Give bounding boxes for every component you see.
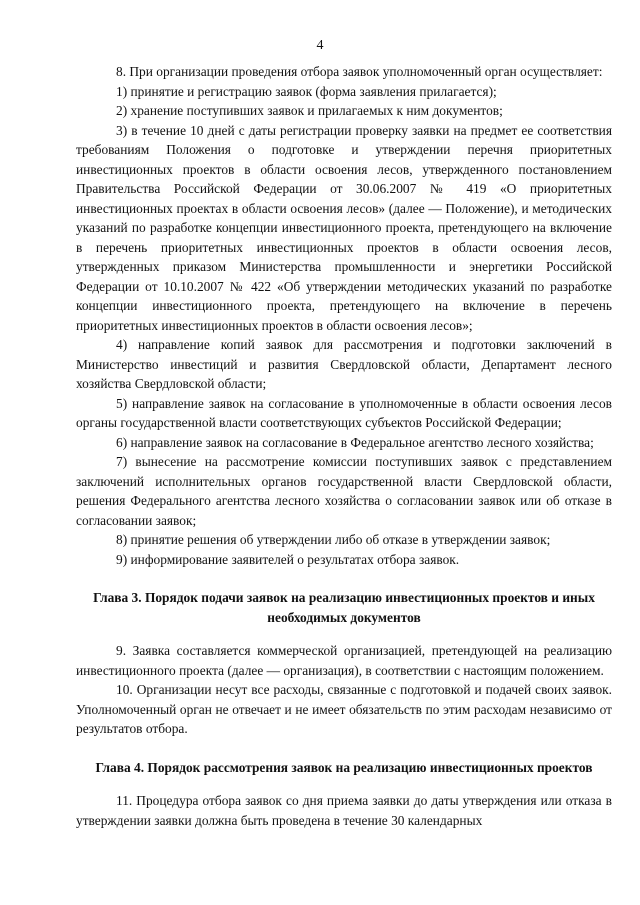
paragraph-11: 11. Процедура отбора заявок со дня приема заявки до даты утверждения или отказа в утверждении заявки должна быть проведена в течение 30 календарных (76, 793, 612, 828)
list-item-4: 4) направление копий заявок для рассмотрения и подготовки заключений в Министерство инвестиций и развития Свердловской области, Департамент лесного хозяйства Свердловской области; (76, 337, 612, 391)
chapter-3-heading: Глава 3. Порядок подачи заявок на реализацию инвестиционных проектов и иных необходимых документов (93, 590, 595, 625)
paragraph-8: 8. При организации проведения отбора заявок уполномоченный орган осуществляет: (116, 64, 603, 79)
paragraph-10: 10. Организации несут все расходы, связанные с подготовкой и подачей своих заявок. Уполномоченный орган не отвечает и не имеет обязательств по этим расходам независимо от результатов отбора. (76, 682, 612, 736)
document-body (76, 62, 612, 830)
list-item-1: 1) принятие и регистрацию заявок (форма заявления прилагается); (116, 83, 497, 99)
list-item-3: 3) в течение 10 дней с даты регистрации проверку заявки на предмет ее соответствия требованиям Положения о подготовке и утверждении перечня приоритетных инвестиционных проектов в области освоения лесов, утвержденного постановлением Правительства Российской Федерации от 30.06.2007 № 419 «О приоритетных инвестиционных проектах в области освоения лесов» (далее — Положение), и методических указаний по разработке концепции инвестиционного проекта, претендующего на включение в перечень приоритетных инвестиционных проектов в области освоения лесов, утвержденных приказом Министерства промышленности и энергетики Российской Федерации от 10.10.2007 № 422 «Об утверждении методических указаний по разработке концепции инвестиционного проекта, претендующего на включение в перечень приоритетных инвестиционных проектов в области освоения лесов»; (76, 122, 612, 333)
list-item-2: 2) хранение поступивших заявок и прилагаемых к ним документов; (116, 103, 503, 118)
list-item-5: 5) направление заявок на согласование в уполномоченные в области освоения лесов органы государственной власти соответствующих субъектов Российской Федерации; (76, 395, 612, 430)
list-item-7: 7) вынесение на рассмотрение комиссии поступивших заявок с представлением заключений исполнительных органов государственной власти Свердловской области, решения Федерального агентства лесного хозяйства о согласовании заявок или об отказе в согласовании заявок; (76, 454, 612, 528)
paragraph-9: 9. Заявка составляется коммерческой организацией, претендующей на реализацию инвестиционного проекта (далее — организация), в соответствии с настоящим положением. (76, 643, 612, 678)
list-item-6: 6) направление заявок на согласование в Федеральное агентство лесного хозяйства; (116, 434, 594, 450)
list-item-8: 8) принятие решения об утверждении либо об отказе в утверждении заявок; (116, 532, 551, 547)
chapter-4-heading: Глава 4. Порядок рассмотрения заявок на реализацию инвестиционных проектов (95, 759, 593, 775)
list-item-9: 9) информирование заявителей о результатах отбора заявок. (116, 551, 460, 567)
page-number: 4 (316, 38, 324, 53)
